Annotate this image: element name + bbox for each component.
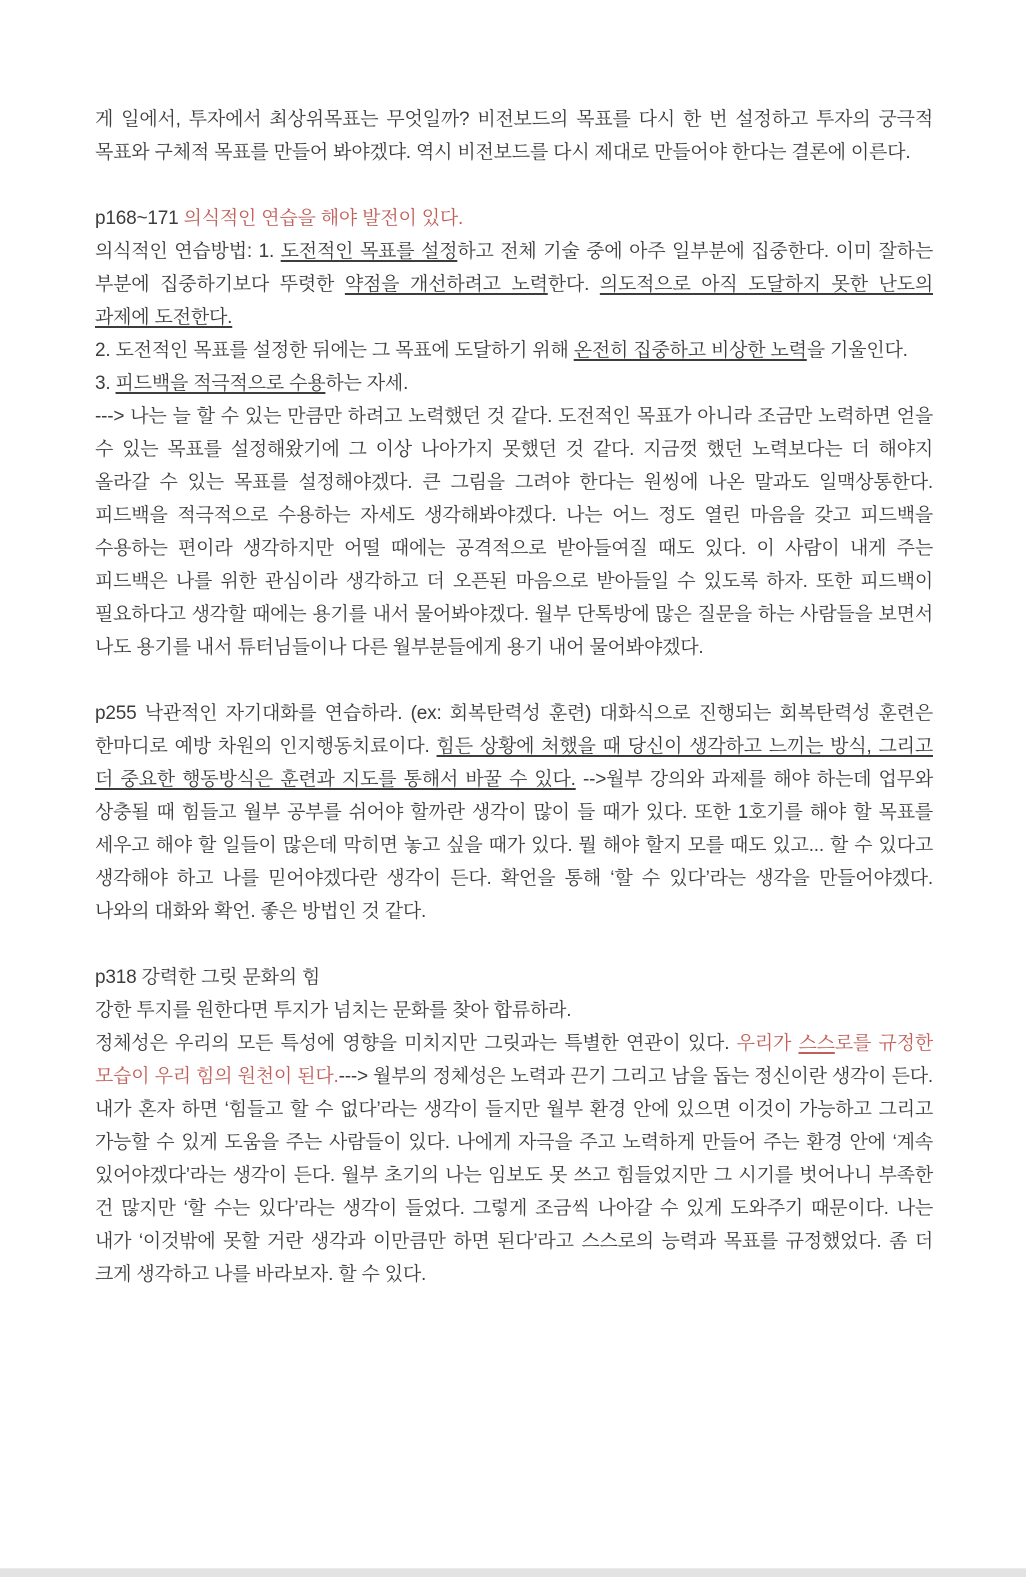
paragraph-p318-heading [95, 961, 933, 994]
text-run: -->월부 강의와 과제를 해야 하는데 업무와 상충될 때 힘들고 월부 공부를 쉬어야 할까란 생각이 많이 들 때가 있다. 또한 1호기를 해야 할 목표를 세우고 해야 할 일들이 많은데 막히면 놓고 싶을 때가 있다. 뭘 해야 할지 모를 때도 있고... 할 수 있다고 생각해야 하고 나를 믿어야겠다란 생각이 든다. 확언을 통해 ‘할 수 있다’라는 생각을 만들어야겠다. 나와의 대화와 확언. 좋은 방법인 것 같다. [95, 769, 933, 922]
text-run: ---> 나는 늘 할 수 있는 만큼만 하려고 노력했던 것 같다. 도전적인 목표가 아니라 조금만 노력하면 얻을 수 있는 목표를 설정해왔기에 그 이상 나아가지 못했던 것 같다. 지금껏 했던 노력보다는 더 해야지 올라갈 수 있는 목표를 설정해야겠다. 큰 그림을 그려야 한다는 원씽에 나온 말과도 일맥상통한다. 피드백을 적극적으로 수용하는 자세도 생각해봐야겠다. 나는 어느 정도 열린 마음을 갖고 피드백을 수용하는 편이라 생각하지만 어떨 때에는 공격적으로 받아들여질 때도 있다. 이 사람이 내게 주는 피드백은 나를 위한 관심이라 생각하고 더 오픈된 마음으로 받아들일 수 있도록 하자. 또한 피드백이 필요하다고 생각할 때에는 용기를 내서 물어봐야겠다. 월부 단톡방에 많은 질문을 하는 사람들을 보면서 나도 용기를 내서 튜터님들이나 다른 월부분들에게 용기 내어 물어봐야겠다. [95, 406, 933, 658]
text-run: 도전적인 목표를 설정 [280, 241, 458, 262]
paragraph-p255-block [95, 697, 933, 928]
text-run: 약점을 개선하려고 노력 [344, 274, 548, 295]
text-run: 을 기울인다. [806, 340, 908, 361]
paragraph-p168-reflection [95, 400, 933, 664]
document-body [95, 103, 933, 1291]
text-run: 의도적으로 아직 도달하지 못한 난도의 과제에 도전한다. [95, 274, 933, 328]
text-run: ---> 월부의 정체성은 노력과 끈기 그리고 남을 돕는 정신이란 생각이 든다. 내가 혼자 하면 ‘힘들고 할 수 없다’라는 생각이 들지만 월부 환경 안에 있으면 이것이 가능하고 그리고 가능할 수 있게 도움을 주는 사람들이 있다. 나에게 자극을 주고 노력하게 만들어 주는 환경 안에 ‘계속 있어야겠다’라는 생각이 든다. 월부 초기의 나는 임보도 못 쓰고 힘들었지만 그 시기를 벗어나니 부족한 건 많지만 ‘할 수는 있다’라는 생각이 들었다. 그렇게 조금씩 나아갈 수 있게 도와주기 때문이다. 나는 내가 ‘이것밖에 못할 거란 생각과 이만큼만 하면 된다’라고 스스로의 능력과 목표를 규정했었다. 좀 더 크게 생각하고 나를 바라보자. 할 수 있다. [95, 1066, 933, 1285]
text-run: 온전히 집중하고 비상한 노력 [573, 340, 807, 361]
text-run: 우리가 [736, 1033, 799, 1054]
paragraph-p168-method-3 [95, 367, 933, 400]
text-run: 하는 자세. [325, 373, 409, 394]
paragraph-p168-method-1 [95, 235, 933, 334]
text-run: 3. [95, 373, 116, 394]
text-run: 한다. [547, 274, 600, 295]
paragraph-p168-heading [95, 202, 933, 235]
text-run: p318 강력한 그릿 문화의 힘 [95, 967, 321, 988]
text-run: 게 일에서, 투자에서 최상위목표는 무엇일까? 비전보드의 목표를 다시 한 번 설정하고 투자의 궁극적 목표와 구체적 목표를 만들어 봐야겠댜. 역시 비전보드를 다시 제대로 만들어야 한다는 결론에 이른다. [95, 109, 933, 163]
paragraph-p168-method-2 [95, 334, 933, 367]
text-run: 힘든 상황에 처했을 때 당신이 생각하고 느끼는 방식, 그리고 더 중요한 행동방식은 훈련과 지도를 통해서 바꿀 수 있다. [95, 736, 933, 790]
text-run: 정체성은 우리의 모든 특성에 영향을 미치지만 그릿과는 특별한 연관이 있다. [95, 1033, 737, 1054]
paragraph-p318-quote [95, 994, 933, 1027]
text-run: 의식적인 연습을 해야 발전이 있다. [183, 208, 464, 229]
paragraph-p318-body [95, 1027, 933, 1291]
paragraph-intro [95, 103, 933, 169]
page-bottom-bar [0, 1568, 1026, 1577]
text-run: 스스 [798, 1033, 835, 1054]
text-run: p255 낙관적인 자기대화를 연습하라. (ex: 회복탄력성 훈련) 대화식으로 진행되는 회복탄력성 훈련은 한마디로 예방 차원의 인지행동치료이다. [95, 703, 933, 757]
text-run: 강한 투지를 원한다면 투지가 넘치는 문화를 찾아 합류하라. [95, 1000, 572, 1021]
text-run: 의식적인 연습방법: 1. [95, 241, 281, 262]
text-run: 로를 규정한 모습이 우리 힘의 원천이 된다. [95, 1033, 933, 1087]
text-run: 2. 도전적인 목표를 설정한 뒤에는 그 목표에 도달하기 위해 [95, 340, 574, 361]
text-run: 하고 전체 기술 중에 아주 일부분에 집중한다. 이미 잘하는 부분에 집중하기보다 뚜렷한 [95, 241, 933, 295]
text-run: 피드백을 적극적으로 수용 [115, 373, 326, 394]
text-run: p168~171 [95, 208, 184, 229]
